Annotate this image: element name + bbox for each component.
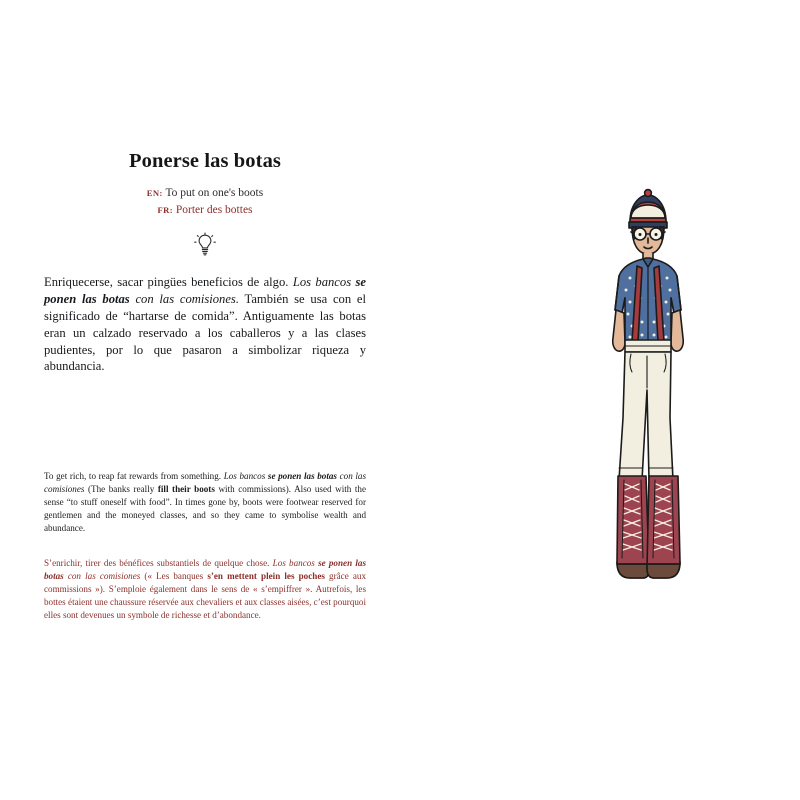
def-en-part: Los bancos — [223, 471, 268, 481]
def-es-part: También se usa con el significado de “hartarse de comida”. Antiguamente las botas eran un calzado reservado a los caballeros y a las clases pudientes, por lo que pasaron a simbolizar riqueza y abundancia. — [44, 292, 366, 374]
right-boot — [647, 476, 680, 578]
trousers — [619, 340, 673, 480]
def-fr-part: se ponen las botas — [44, 558, 366, 582]
illustration — [518, 180, 778, 630]
page-title: Ponerse las botas — [128, 150, 282, 172]
beanie-hat — [629, 190, 667, 228]
head — [631, 227, 665, 260]
def-es-part: Los bancos — [292, 275, 356, 290]
def-fr-part: Los bancos — [272, 558, 319, 569]
def-fr-part: (« Les banques — [140, 571, 208, 582]
translations — [44, 185, 366, 218]
lightbulb-icon — [193, 232, 217, 258]
def-fr-part: s’en mettent plein les poches — [207, 571, 325, 582]
translation-fr-text: Porter des bottes — [175, 203, 253, 216]
def-es-part: Enriquecerse, sacar pingües beneficios de algo. — [44, 275, 293, 290]
lang-tag-fr: FR: — [157, 204, 173, 215]
definition-english — [44, 470, 366, 535]
translated-definitions — [44, 470, 366, 622]
translation-fr — [44, 202, 366, 219]
definition-french — [44, 557, 366, 622]
def-en-part: with commissions). Also used with the sense “to stuff oneself with food”. In times gone by, boots were footwear reserved for gentlemen and the moneyed classes, and so they came to symbolise wealth and abundance. — [44, 484, 366, 534]
def-es-part: se ponen las botas — [44, 275, 366, 307]
lang-tag-en: EN: — [146, 188, 163, 198]
def-en-part: con las comisiones — [44, 471, 367, 495]
definition-spanish — [44, 274, 366, 375]
translation-en-text: To put on one's boots — [165, 187, 264, 199]
standing-person-with-tall-boots-illustration — [518, 180, 778, 630]
def-en-part: fill their boots — [157, 484, 215, 495]
entry-block — [44, 150, 366, 375]
def-fr-part: grâce aux commissions »). S’emploie également dans le sens de « s’empiffrer ». Autrefois, les bottes étaient une chaussure réservée aux chevaliers et aux classes aisées, c’est pourquoi elles sont devenues un symbole de richesse et d’abondance. — [44, 571, 366, 621]
def-en-part: se ponen las botas — [267, 471, 337, 481]
left-boot — [617, 476, 649, 578]
divider — [44, 232, 366, 258]
def-fr-part: S’enrichir, tirer des bénéfices substantiels de quelque chose. — [44, 558, 273, 569]
translation-en — [44, 185, 366, 202]
def-es-part: con las comisiones. — [129, 292, 239, 307]
def-en-part: (The banks really — [84, 484, 158, 495]
def-fr-part: con las comisiones — [63, 571, 141, 582]
def-en-part: To get rich, to reap fat rewards from something. — [44, 471, 224, 481]
